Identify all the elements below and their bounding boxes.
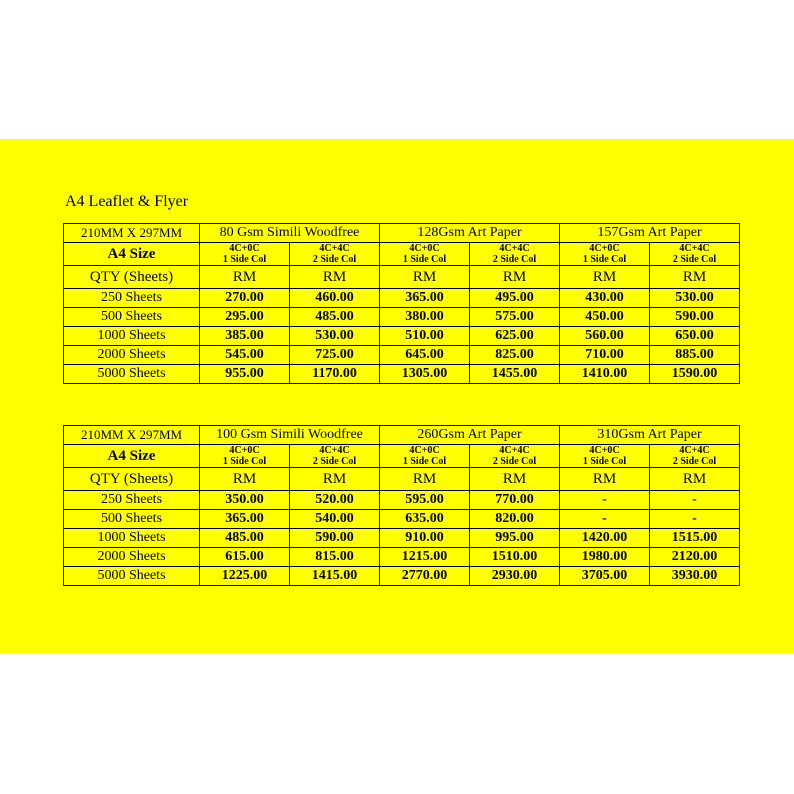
price-row — [64, 491, 740, 510]
price-cell: 365.00 — [200, 510, 290, 529]
price-cell: 1455.00 — [470, 365, 560, 384]
price-cell: 595.00 — [380, 491, 470, 510]
sides-line: 1 Side Col — [402, 456, 447, 467]
price-cell: 910.00 — [380, 529, 470, 548]
currency-cell: RM — [200, 266, 290, 289]
currency-row — [64, 468, 740, 491]
spec-line: 4C+0C — [589, 445, 620, 456]
spec-line: 4C+4C — [319, 243, 350, 254]
sides-line: 1 Side Col — [222, 456, 267, 467]
price-cell: 710.00 — [560, 346, 650, 365]
price-cell: 560.00 — [560, 327, 650, 346]
sides-line: 1 Side Col — [222, 254, 267, 265]
spec-line: 4C+0C — [589, 243, 620, 254]
price-cell: 1225.00 — [200, 567, 290, 586]
price-cell: 365.00 — [380, 289, 470, 308]
price-cell: 510.00 — [380, 327, 470, 346]
spec-line: 4C+4C — [679, 445, 710, 456]
price-cell: - — [560, 491, 650, 510]
price-cell: 380.00 — [380, 308, 470, 327]
color-spec-cell — [200, 445, 290, 468]
price-row — [64, 289, 740, 308]
currency-cell: RM — [470, 468, 560, 491]
sides-line: 2 Side Col — [312, 254, 357, 265]
price-cell: 725.00 — [290, 346, 380, 365]
spec-line: 4C+0C — [409, 243, 440, 254]
size-cell: 210MM X 297MM — [64, 426, 200, 445]
qty-cell: 5000 Sheets — [64, 567, 200, 586]
currency-cell: RM — [650, 266, 740, 289]
price-cell: - — [650, 491, 740, 510]
price-row — [64, 308, 740, 327]
sides-line: 2 Side Col — [312, 456, 357, 467]
price-cell: 635.00 — [380, 510, 470, 529]
currency-cell: RM — [650, 468, 740, 491]
price-cell: 460.00 — [290, 289, 380, 308]
price-cell: 2770.00 — [380, 567, 470, 586]
price-cell: 385.00 — [200, 327, 290, 346]
sides-line: 1 Side Col — [582, 254, 627, 265]
size-cell: 210MM X 297MM — [64, 224, 200, 243]
paper-header-row — [64, 224, 740, 243]
color-spec-cell — [290, 445, 380, 468]
qty-cell: 1000 Sheets — [64, 327, 200, 346]
color-spec-cell — [650, 243, 740, 266]
price-cell: 995.00 — [470, 529, 560, 548]
color-spec-cell — [470, 243, 560, 266]
price-cell: 545.00 — [200, 346, 290, 365]
spec-line: 4C+4C — [319, 445, 350, 456]
price-cell: 650.00 — [650, 327, 740, 346]
qty-cell: 500 Sheets — [64, 308, 200, 327]
price-cell: 540.00 — [290, 510, 380, 529]
price-cell: 3930.00 — [650, 567, 740, 586]
price-table-bottom — [63, 425, 740, 586]
spec-line: 4C+4C — [499, 445, 530, 456]
price-row — [64, 346, 740, 365]
currency-cell: RM — [200, 468, 290, 491]
qty-header-cell: QTY (Sheets) — [64, 468, 200, 491]
price-cell: 590.00 — [290, 529, 380, 548]
price-cell: 1515.00 — [650, 529, 740, 548]
paper-group-cell: 260Gsm Art Paper — [380, 426, 560, 445]
qty-cell: 1000 Sheets — [64, 529, 200, 548]
price-cell: 530.00 — [650, 289, 740, 308]
price-cell: 575.00 — [470, 308, 560, 327]
price-cell: 485.00 — [290, 308, 380, 327]
price-cell: 350.00 — [200, 491, 290, 510]
price-cell: 450.00 — [560, 308, 650, 327]
price-cell: 2120.00 — [650, 548, 740, 567]
currency-cell: RM — [560, 266, 650, 289]
price-cell: 590.00 — [650, 308, 740, 327]
price-cell: 825.00 — [470, 346, 560, 365]
price-cell: 1510.00 — [470, 548, 560, 567]
price-cell: 1410.00 — [560, 365, 650, 384]
size-name-cell: A4 Size — [64, 445, 200, 468]
spec-line: 4C+0C — [229, 243, 260, 254]
color-spec-cell — [380, 445, 470, 468]
price-cell: 1170.00 — [290, 365, 380, 384]
qty-header-cell: QTY (Sheets) — [64, 266, 200, 289]
currency-row — [64, 266, 740, 289]
price-cell: 885.00 — [650, 346, 740, 365]
price-table-top — [63, 223, 740, 384]
price-cell: 1305.00 — [380, 365, 470, 384]
price-cell: - — [560, 510, 650, 529]
paper-group-cell: 80 Gsm Simili Woodfree — [200, 224, 380, 243]
color-spec-cell — [560, 243, 650, 266]
price-cell: 1415.00 — [290, 567, 380, 586]
paper-group-cell: 157Gsm Art Paper — [560, 224, 740, 243]
price-cell: 270.00 — [200, 289, 290, 308]
qty-cell: 250 Sheets — [64, 289, 200, 308]
price-cell: 625.00 — [470, 327, 560, 346]
spec-line: 4C+0C — [409, 445, 440, 456]
paper-group-cell: 128Gsm Art Paper — [380, 224, 560, 243]
sides-line: 1 Side Col — [402, 254, 447, 265]
price-row — [64, 567, 740, 586]
currency-cell: RM — [470, 266, 560, 289]
price-cell: 1420.00 — [560, 529, 650, 548]
page-title: A4 Leaflet & Flyer — [65, 193, 189, 210]
price-cell: 615.00 — [200, 548, 290, 567]
price-cell: 530.00 — [290, 327, 380, 346]
price-cell: 820.00 — [470, 510, 560, 529]
currency-cell: RM — [380, 468, 470, 491]
price-cell: 1590.00 — [650, 365, 740, 384]
sides-line: 2 Side Col — [492, 456, 537, 467]
color-spec-row — [64, 243, 740, 266]
paper-group-cell: 100 Gsm Simili Woodfree — [200, 426, 380, 445]
qty-cell: 2000 Sheets — [64, 346, 200, 365]
color-spec-cell — [560, 445, 650, 468]
price-cell: 645.00 — [380, 346, 470, 365]
price-cell: 430.00 — [560, 289, 650, 308]
price-cell: 1215.00 — [380, 548, 470, 567]
color-spec-cell — [470, 445, 560, 468]
size-name-cell: A4 Size — [64, 243, 200, 266]
spec-line: 4C+4C — [499, 243, 530, 254]
qty-cell: 2000 Sheets — [64, 548, 200, 567]
price-row — [64, 548, 740, 567]
sides-line: 2 Side Col — [672, 254, 717, 265]
paper-header-row — [64, 426, 740, 445]
price-row — [64, 510, 740, 529]
sides-line: 2 Side Col — [672, 456, 717, 467]
price-cell: - — [650, 510, 740, 529]
qty-cell: 5000 Sheets — [64, 365, 200, 384]
color-spec-cell — [200, 243, 290, 266]
price-row — [64, 529, 740, 548]
sides-line: 2 Side Col — [492, 254, 537, 265]
currency-cell: RM — [380, 266, 470, 289]
price-cell: 955.00 — [200, 365, 290, 384]
price-row — [64, 365, 740, 384]
color-spec-cell — [380, 243, 470, 266]
color-spec-row — [64, 445, 740, 468]
price-cell: 3705.00 — [560, 567, 650, 586]
price-cell: 485.00 — [200, 529, 290, 548]
price-row — [64, 327, 740, 346]
qty-cell: 500 Sheets — [64, 510, 200, 529]
sides-line: 1 Side Col — [582, 456, 627, 467]
spec-line: 4C+4C — [679, 243, 710, 254]
currency-cell: RM — [290, 468, 380, 491]
price-cell: 1980.00 — [560, 548, 650, 567]
currency-cell: RM — [290, 266, 380, 289]
paper-group-cell: 310Gsm Art Paper — [560, 426, 740, 445]
color-spec-cell — [650, 445, 740, 468]
price-cell: 770.00 — [470, 491, 560, 510]
price-cell: 495.00 — [470, 289, 560, 308]
price-cell: 295.00 — [200, 308, 290, 327]
price-cell: 815.00 — [290, 548, 380, 567]
qty-cell: 250 Sheets — [64, 491, 200, 510]
price-cell: 2930.00 — [470, 567, 560, 586]
price-cell: 520.00 — [290, 491, 380, 510]
spec-line: 4C+0C — [229, 445, 260, 456]
color-spec-cell — [290, 243, 380, 266]
currency-cell: RM — [560, 468, 650, 491]
